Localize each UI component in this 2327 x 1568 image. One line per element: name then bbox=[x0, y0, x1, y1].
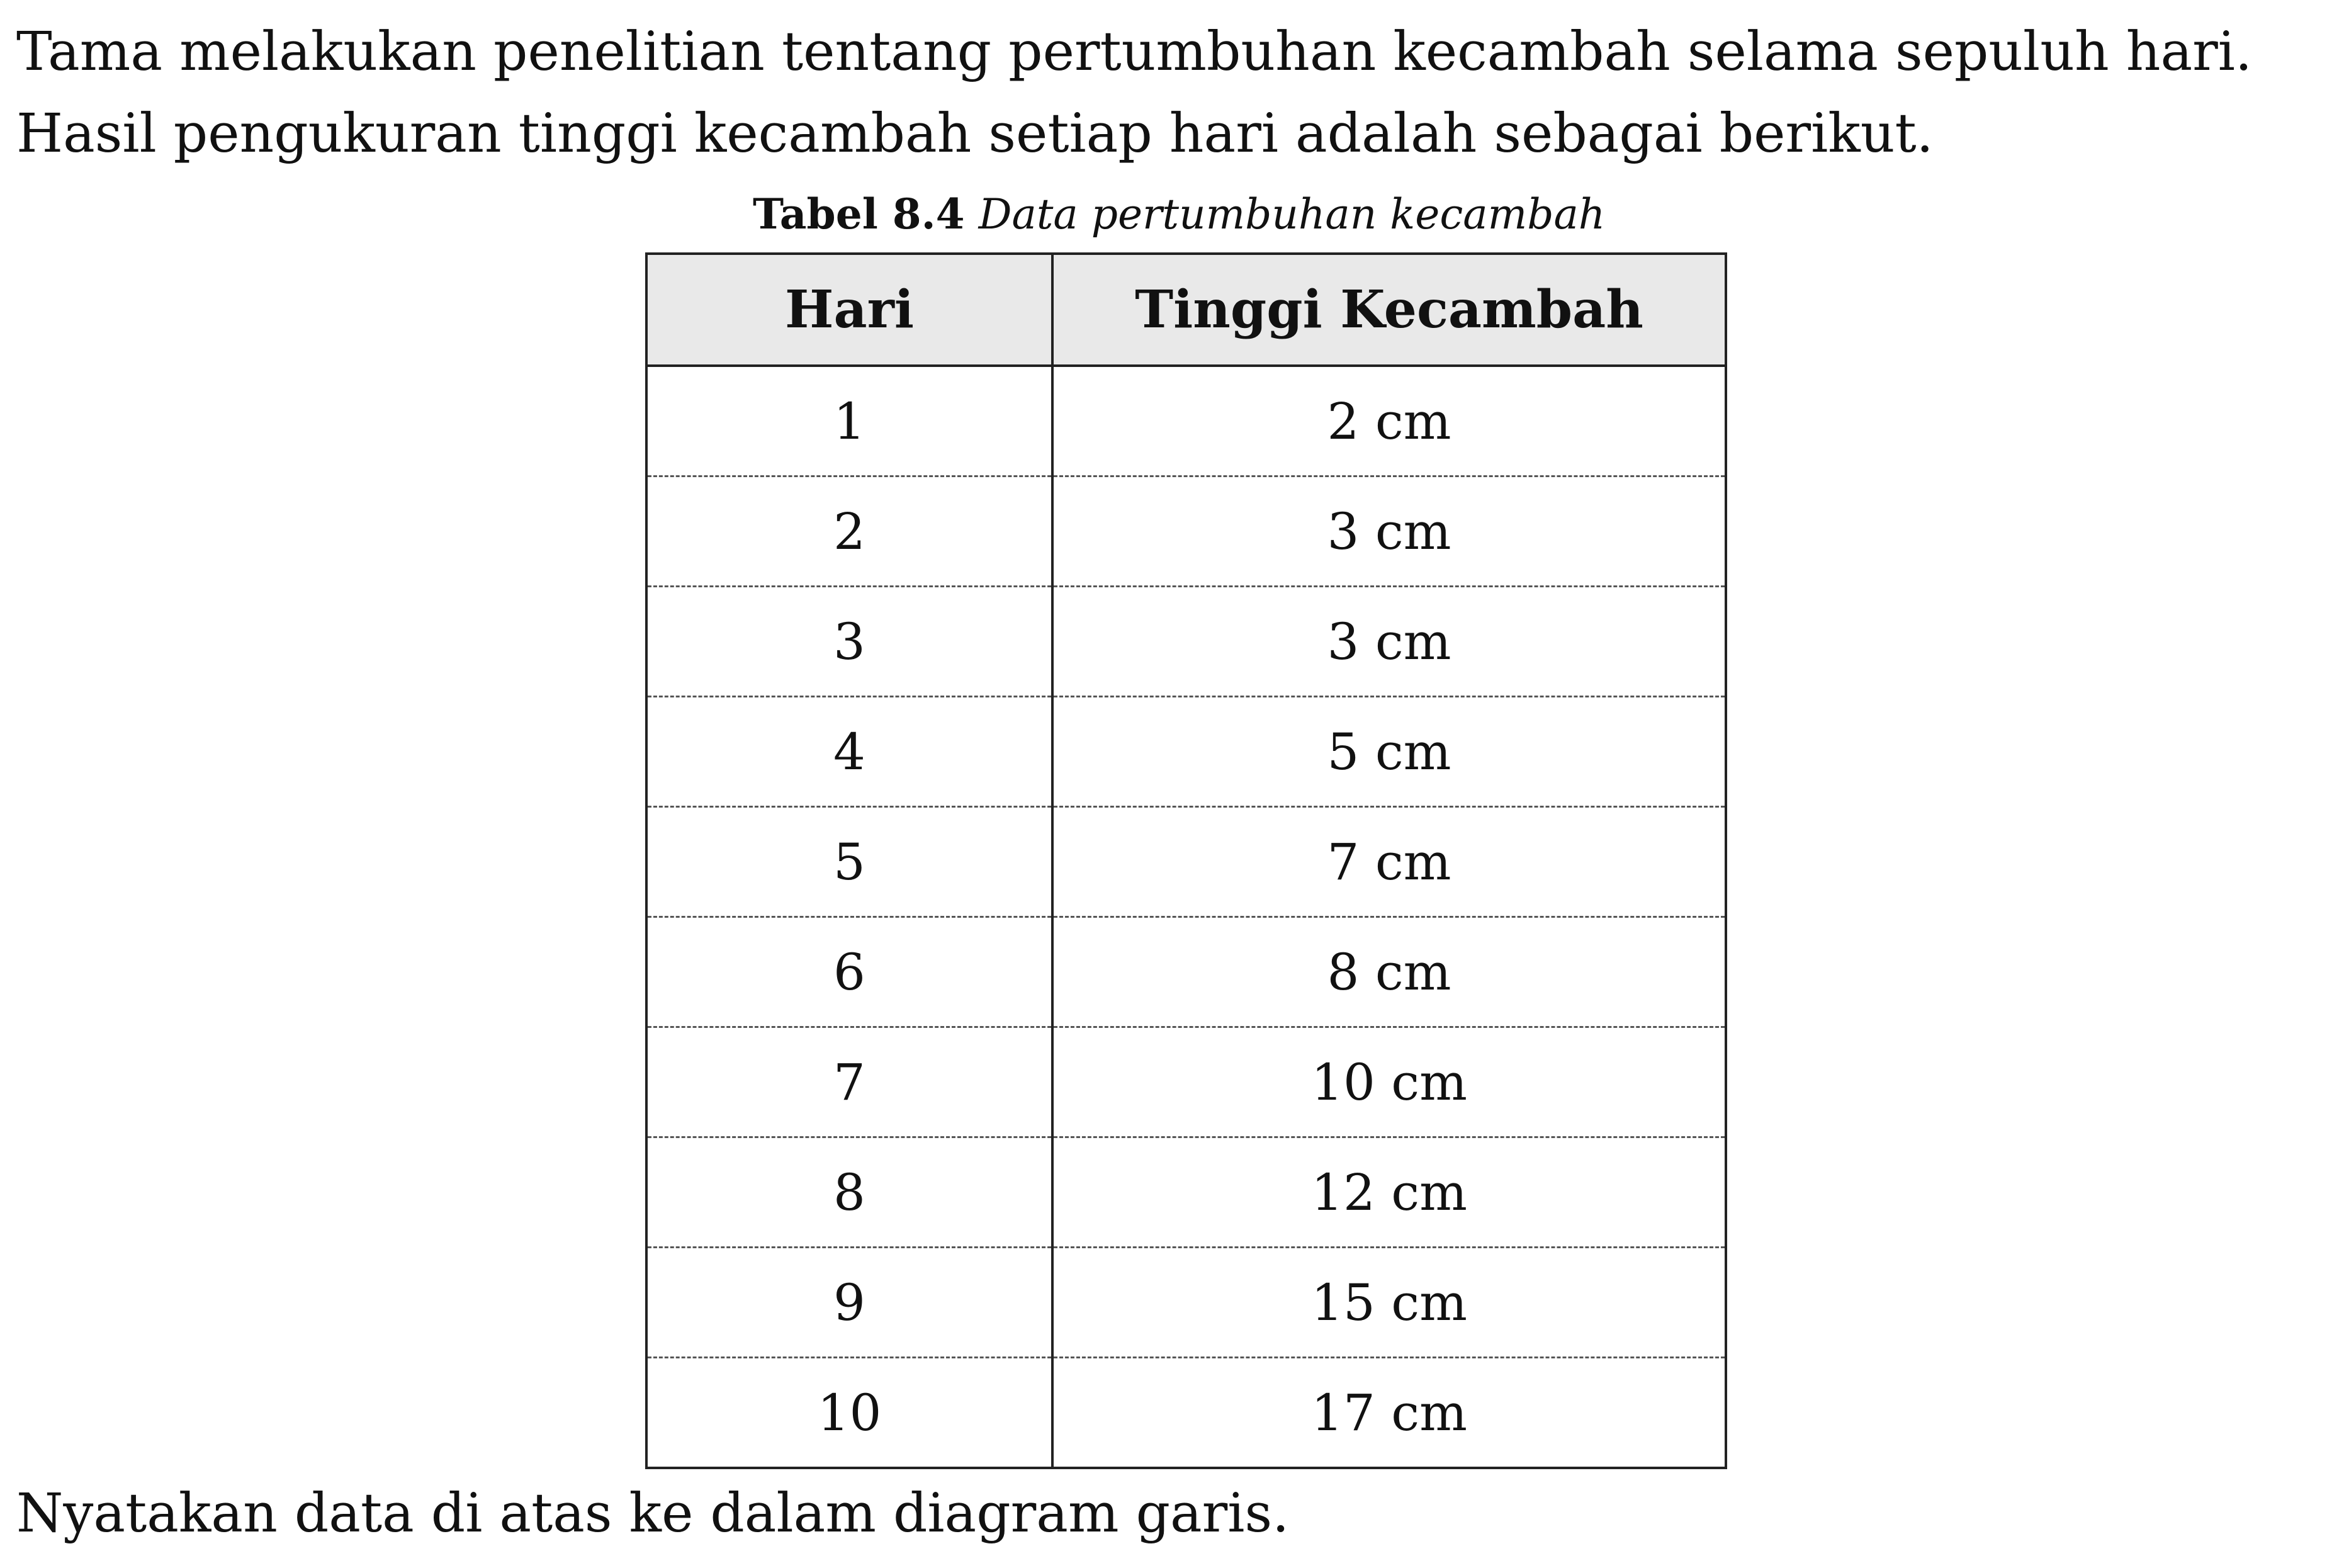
cell-tinggi: 3 cm bbox=[1052, 587, 1726, 697]
cell-tinggi: 10 cm bbox=[1052, 1027, 1726, 1137]
cell-tinggi: 8 cm bbox=[1052, 917, 1726, 1027]
table-row bbox=[646, 1137, 1726, 1248]
table-header-row bbox=[646, 254, 1726, 366]
growth-data-table bbox=[645, 252, 1727, 1469]
header-hari: Hari bbox=[646, 254, 1052, 366]
cell-hari: 4 bbox=[646, 697, 1052, 807]
table-row bbox=[646, 917, 1726, 1027]
table-row bbox=[646, 697, 1726, 807]
problem-text-line-1: Tama melakukan penelitian tentang pertumbuhan kecambah selama sepuluh hari. bbox=[16, 21, 2252, 83]
table-caption-label: Tabel 8.4 bbox=[753, 189, 965, 239]
cell-tinggi: 2 cm bbox=[1052, 366, 1726, 477]
cell-tinggi: 17 cm bbox=[1052, 1358, 1726, 1469]
table-row bbox=[646, 1027, 1726, 1137]
cell-tinggi: 7 cm bbox=[1052, 807, 1726, 917]
table-row bbox=[646, 1248, 1726, 1358]
header-tinggi-kecambah: Tinggi Kecambah bbox=[1052, 254, 1726, 366]
cell-hari: 5 bbox=[646, 807, 1052, 917]
cell-hari: 3 bbox=[646, 587, 1052, 697]
cell-tinggi: 15 cm bbox=[1052, 1248, 1726, 1358]
table-caption bbox=[753, 183, 1605, 246]
problem-text-line-2: Hasil pengukuran tinggi kecambah setiap hari adalah sebagai berikut. bbox=[16, 103, 1934, 165]
cell-tinggi: 12 cm bbox=[1052, 1137, 1726, 1248]
cell-tinggi: 5 cm bbox=[1052, 697, 1726, 807]
table-row bbox=[646, 366, 1726, 477]
cell-hari: 2 bbox=[646, 477, 1052, 587]
table-caption-title: Data pertumbuhan kecambah bbox=[978, 190, 1606, 239]
cell-hari: 10 bbox=[646, 1358, 1052, 1469]
table-row bbox=[646, 587, 1726, 697]
cell-hari: 1 bbox=[646, 366, 1052, 477]
problem-statement bbox=[16, 11, 2314, 175]
cell-tinggi: 3 cm bbox=[1052, 477, 1726, 587]
cell-hari: 7 bbox=[646, 1027, 1052, 1137]
table-row bbox=[646, 1358, 1726, 1469]
cell-hari: 9 bbox=[646, 1248, 1052, 1358]
instruction-text: Nyatakan data di atas ke dalam diagram garis. bbox=[16, 1482, 1290, 1545]
table-row bbox=[646, 807, 1726, 917]
cell-hari: 8 bbox=[646, 1137, 1052, 1248]
cell-hari: 6 bbox=[646, 917, 1052, 1027]
table-row bbox=[646, 477, 1726, 587]
